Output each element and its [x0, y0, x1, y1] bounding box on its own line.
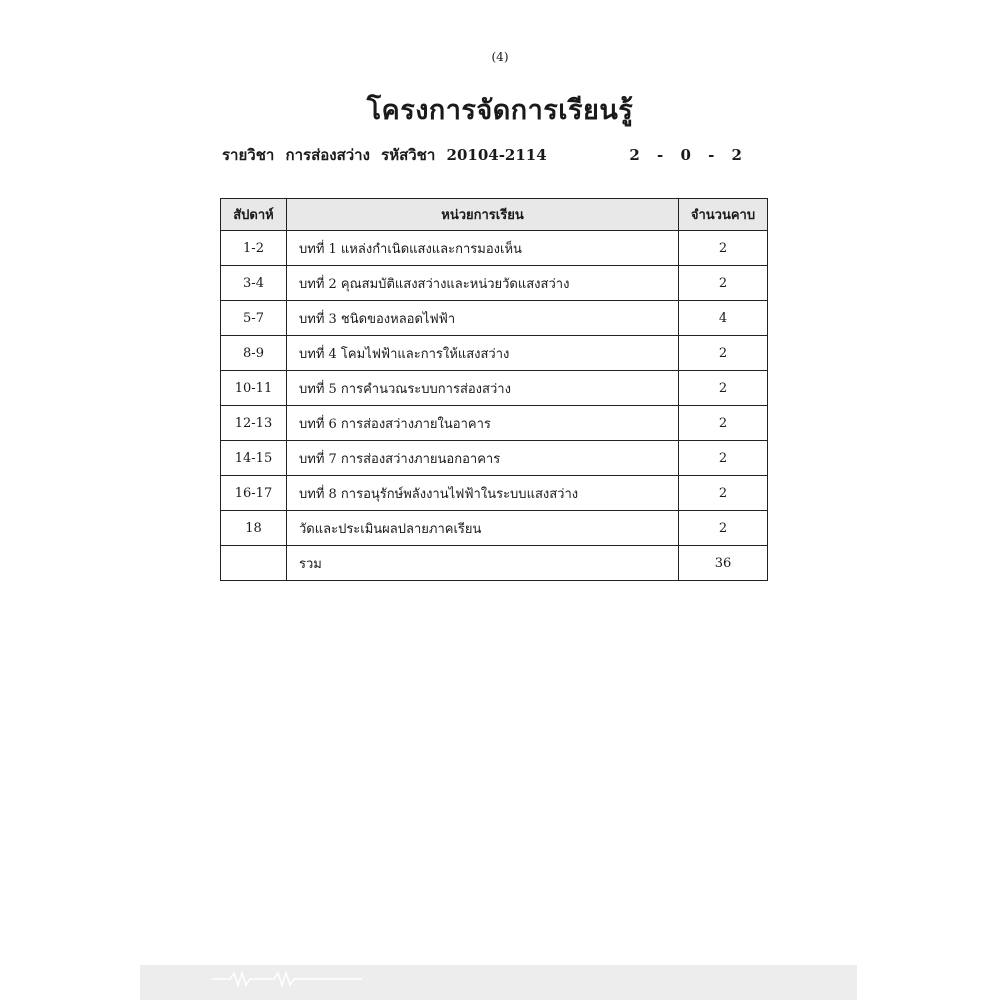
- table-row: [221, 441, 768, 476]
- week-cell: 1-2: [221, 231, 287, 266]
- unit-cell: บทที่ 1 แหล่งกำเนิดแสงและการมองเห็น: [287, 231, 679, 266]
- week-cell: 18: [221, 511, 287, 546]
- week-cell: 5-7: [221, 301, 287, 336]
- subject-info: [222, 143, 553, 167]
- page-number: (4): [491, 50, 509, 64]
- course-label: รายวิชา: [222, 146, 275, 164]
- hours-cell: 2: [679, 476, 768, 511]
- table-row: [221, 406, 768, 441]
- unit-cell: บทที่ 3 ชนิดของหลอดไฟฟ้า: [287, 301, 679, 336]
- hours-cell: 2: [679, 406, 768, 441]
- footer-decoration-bar: [140, 965, 857, 1000]
- code-label: รหัสวิชา: [381, 146, 436, 164]
- header-hours: จำนวนคาบ: [679, 199, 768, 231]
- total-hours: 36: [679, 546, 768, 581]
- hours-cell: 2: [679, 371, 768, 406]
- unit-cell: บทที่ 2 คุณสมบัติแสงสว่างและหน่วยวัดแสงสว่าง: [287, 266, 679, 301]
- unit-cell: วัดและประเมินผลปลายภาคเรียน: [287, 511, 679, 546]
- table-row: [221, 371, 768, 406]
- unit-cell: บทที่ 6 การส่องสว่างภายในอาคาร: [287, 406, 679, 441]
- week-cell: 16-17: [221, 476, 287, 511]
- week-cell: 3-4: [221, 266, 287, 301]
- course-name: การส่องสว่าง: [285, 146, 370, 164]
- table-row: [221, 336, 768, 371]
- total-week-cell: [221, 546, 287, 581]
- week-cell: 10-11: [221, 371, 287, 406]
- unit-cell: บทที่ 7 การส่องสว่างภายนอกอาคาร: [287, 441, 679, 476]
- waveform-icon: [212, 969, 362, 989]
- learning-plan-table: [220, 198, 768, 581]
- unit-cell: บทที่ 5 การคำนวณระบบการส่องสว่าง: [287, 371, 679, 406]
- course-code: 20104-2114: [446, 146, 547, 164]
- table-row: [221, 266, 768, 301]
- page-title: โครงการจัดการเรียนรู้: [366, 95, 634, 126]
- table-row: [221, 511, 768, 546]
- table-header-row: [221, 199, 768, 231]
- header-week: สัปดาห์: [221, 199, 287, 231]
- unit-cell: บทที่ 4 โคมไฟฟ้าและการให้แสงสว่าง: [287, 336, 679, 371]
- subject-line: [222, 143, 748, 167]
- hours-cell: 2: [679, 511, 768, 546]
- hours-cell: 2: [679, 441, 768, 476]
- total-label: รวม: [287, 546, 679, 581]
- hours-cell: 2: [679, 336, 768, 371]
- header-unit: หน่วยการเรียน: [287, 199, 679, 231]
- hours-cell: 2: [679, 266, 768, 301]
- table-row: [221, 476, 768, 511]
- table-row: [221, 231, 768, 266]
- week-cell: 14-15: [221, 441, 287, 476]
- week-cell: 12-13: [221, 406, 287, 441]
- unit-cell: บทที่ 8 การอนุรักษ์พลังงานไฟฟ้าในระบบแสงสว่าง: [287, 476, 679, 511]
- course-credits: 2 - 0 - 2: [629, 146, 748, 164]
- week-cell: 8-9: [221, 336, 287, 371]
- hours-cell: 4: [679, 301, 768, 336]
- hours-cell: 2: [679, 231, 768, 266]
- table-total-row: [221, 546, 768, 581]
- table-row: [221, 301, 768, 336]
